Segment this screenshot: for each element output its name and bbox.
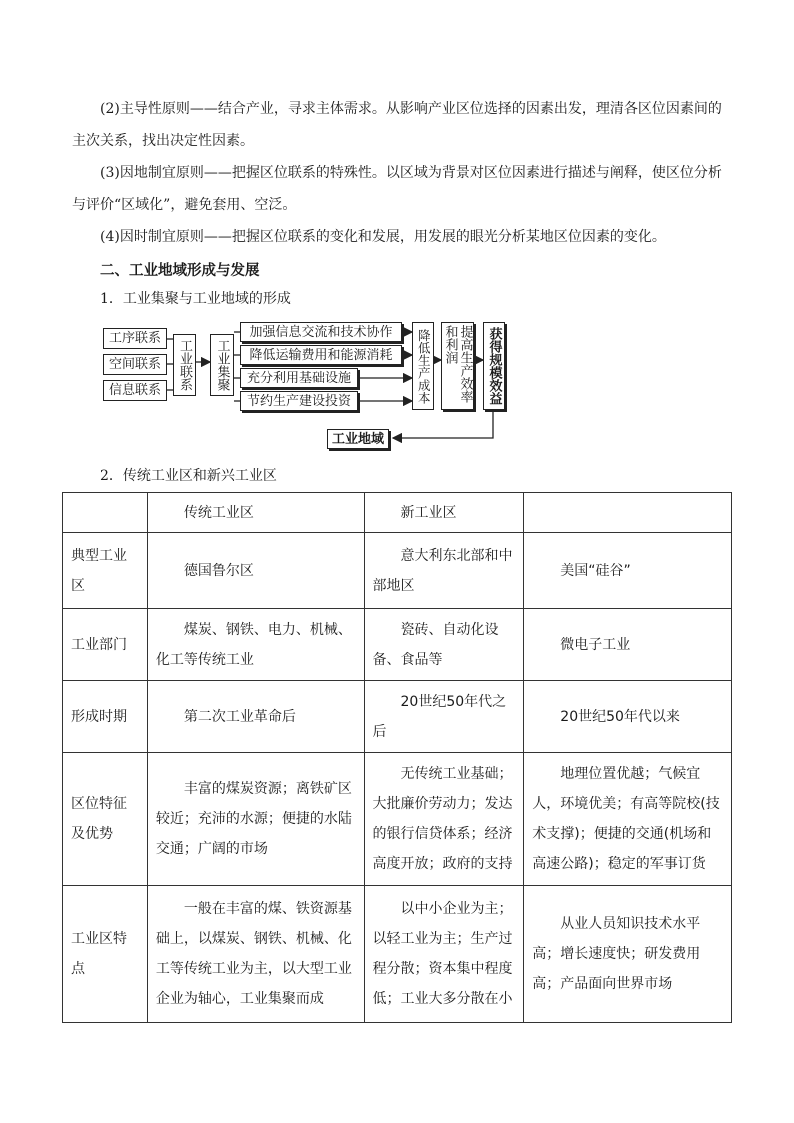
cell-text: 20世纪50年代以来 bbox=[560, 708, 680, 725]
box-label: 节约生产建设投资 bbox=[246, 393, 351, 409]
box-label: 降低生产成本 bbox=[416, 328, 432, 404]
row-label: 工业区特点 bbox=[63, 886, 148, 1023]
table-cell bbox=[147, 886, 364, 1023]
subheading-agglomeration: 1．工业集聚与工业地域的形成 bbox=[100, 291, 291, 307]
industrial-region-box bbox=[327, 429, 389, 449]
cell-text: 丰富的煤炭资源；离铁矿区较近；充沛的水源；便捷的水陆交通；广阔的市场 bbox=[155, 781, 352, 857]
table-cell bbox=[147, 533, 364, 609]
header-text: 新工业区 bbox=[400, 504, 457, 521]
table-cell bbox=[364, 753, 524, 886]
table-cell bbox=[524, 753, 732, 886]
table-cell bbox=[364, 886, 524, 1023]
industrial-zones-table bbox=[62, 492, 732, 1023]
cell-text: 无传统工业基础；大批廉价劳动力；发达的银行信贷体系；经济高度开放；政府的支持 bbox=[372, 766, 513, 872]
table-cell bbox=[364, 609, 524, 681]
table-cell bbox=[147, 753, 364, 886]
row-label: 工业部门 bbox=[63, 609, 148, 681]
paragraph-line: (2)主导性原则——结合产业，寻求主体需求。从影响产业区位选择的因素出发，理清各区位因素间的 bbox=[100, 101, 722, 117]
agglomeration-flow-diagram bbox=[0, 0, 794, 470]
header-text: 传统工业区 bbox=[183, 504, 254, 521]
cell-text: 从业人员知识技术水平高；增长速度快；研发费用高；产品面向世界市场 bbox=[532, 916, 701, 992]
box-label: 获得规模效益 bbox=[486, 327, 502, 405]
table-cell bbox=[364, 533, 524, 609]
table-header-cell bbox=[524, 493, 732, 533]
table-row bbox=[63, 681, 732, 753]
box-label: 充分利用基础设施 bbox=[246, 370, 351, 386]
industrial-link-box bbox=[173, 334, 196, 396]
cell-text: 煤炭、钢铁、电力、机械、化工等传统工业 bbox=[155, 621, 352, 668]
process-link-box bbox=[103, 328, 167, 349]
box-label: 提高生产效率和利润 bbox=[442, 325, 473, 403]
row-label: 形成时期 bbox=[63, 681, 148, 753]
raise-efficiency-box bbox=[441, 322, 474, 410]
cell-text: 意大利东北部和中部地区 bbox=[372, 547, 513, 594]
spatial-link-box bbox=[103, 354, 167, 375]
paragraph-line: (3)因地制宜原则——把握区位联系的特殊性。以区域为背景对区位因素进行描述与阐释，使区位分析 bbox=[100, 165, 722, 181]
table-cell bbox=[524, 533, 732, 609]
box-label: 工业地域 bbox=[331, 431, 384, 447]
box-label: 工业集聚 bbox=[214, 339, 230, 391]
table-row bbox=[63, 753, 732, 886]
effect-box-info-exchange bbox=[240, 322, 402, 342]
box-label: 工业联系 bbox=[177, 339, 192, 391]
paragraph-line: (4)因时制宜原则——把握区位联系的变化和发展，用发展的眼光分析某地区位因素的变化。 bbox=[100, 229, 666, 245]
effect-box-infrastructure bbox=[240, 368, 358, 388]
row-label: 区位特征及优势 bbox=[63, 753, 148, 886]
box-label: 空间联系 bbox=[108, 357, 161, 372]
box-label: 工序联系 bbox=[108, 331, 161, 346]
cell-text: 地理位置优越；气候宜人，环境优美；有高等院校(技术支撑)；便捷的交通(机场和高速公路)；稳定的军事订货 bbox=[532, 766, 720, 872]
table-cell bbox=[524, 609, 732, 681]
scale-benefit-box bbox=[483, 322, 505, 410]
table-row bbox=[63, 886, 732, 1023]
table-cell bbox=[147, 609, 364, 681]
cell-text: 以中小企业为主；以轻工业为主；生产过程分散；资本集中程度低；工业大多分散在小 bbox=[372, 901, 513, 1007]
subheading-industrial-zones: 2．传统工业区和新兴工业区 bbox=[100, 468, 277, 484]
table-row bbox=[63, 609, 732, 681]
reduce-cost-box bbox=[412, 322, 434, 410]
table-cell bbox=[524, 886, 732, 1023]
cell-text: 德国鲁尔区 bbox=[183, 562, 254, 579]
effect-box-construction-investment bbox=[240, 391, 358, 411]
table-header-row bbox=[63, 493, 732, 533]
table-header-cell bbox=[364, 493, 524, 533]
box-label: 降低运输费用和能源消耗 bbox=[249, 347, 393, 363]
table-row bbox=[63, 533, 732, 609]
box-label: 加强信息交流和技术协作 bbox=[249, 324, 393, 340]
cell-text: 20世纪50年代之后 bbox=[372, 693, 507, 740]
table-cell bbox=[524, 681, 732, 753]
table-cell bbox=[364, 681, 524, 753]
cell-text: 第二次工业革命后 bbox=[183, 708, 296, 725]
cell-text: 微电子工业 bbox=[560, 636, 631, 653]
cell-text: 美国“硅谷” bbox=[560, 562, 631, 579]
agglomeration-box bbox=[210, 334, 234, 396]
cell-text: 瓷砖、自动化设备、食品等 bbox=[372, 621, 499, 668]
table-cell bbox=[147, 681, 364, 753]
cell-text: 一般在丰富的煤、铁资源基础上，以煤炭、钢铁、机械、化工等传统工业为主，以大型工业企业为轴心，工业集聚而成 bbox=[155, 901, 352, 1007]
effect-box-transport-cost bbox=[240, 345, 402, 365]
box-label: 信息联系 bbox=[108, 383, 161, 398]
table-header-cell bbox=[63, 493, 148, 533]
table-header-cell bbox=[147, 493, 364, 533]
information-link-box bbox=[103, 380, 167, 401]
row-label: 典型工业区 bbox=[63, 533, 148, 609]
section-heading: 二、工业地域形成与发展 bbox=[100, 263, 260, 279]
paragraph-line: 主次关系，找出决定性因素。 bbox=[72, 133, 254, 149]
paragraph-line: 与评价“区域化”，避免套用、空泛。 bbox=[72, 197, 297, 213]
